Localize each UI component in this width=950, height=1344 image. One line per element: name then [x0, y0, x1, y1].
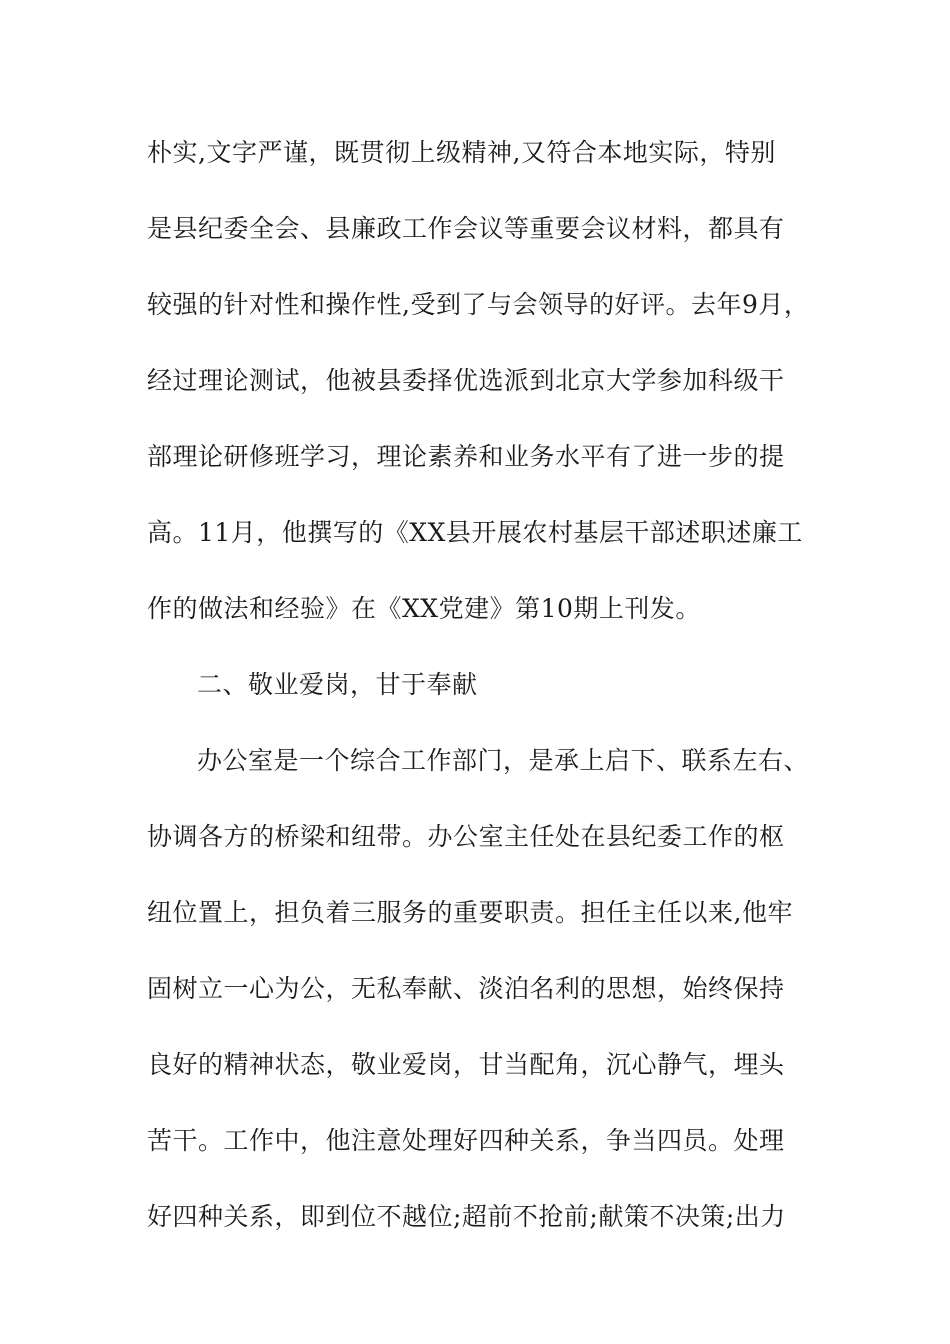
text-line: 经过理论测试，他被县委择优选派到北京大学参加科级干: [147, 366, 785, 395]
text-line: 固树立一心为公，无私奉献、淡泊名利的思想，始终保持: [147, 974, 785, 1003]
text-line: 是县纪委全会、县廉政工作会议等重要会议材料，都具有: [147, 214, 785, 243]
text-line: 部理论研修班学习，理论素养和业务水平有了进一步的提: [147, 442, 785, 471]
text-line: 纽位置上，担负着三服务的重要职责。担任主任以来,他牢: [147, 898, 793, 927]
text-line: 好四种关系，即到位不越位;超前不抢前;献策不决策;出力: [147, 1202, 786, 1231]
text-line: 作的做法和经验》在《XX党建》第10期上刊发。: [147, 594, 701, 623]
text-line: 朴实,文字严谨，既贯彻上级精神,又符合本地实际，特别: [147, 138, 776, 167]
text-line: 高。11月，他撰写的《XX县开展农村基层干部述职述廉工: [147, 518, 803, 547]
text-line: 良好的精神状态，敬业爱岗，甘当配角，沉心静气，埋头: [147, 1050, 785, 1079]
text-line: 办公室是一个综合工作部门，是承上启下、联系左右、: [197, 746, 810, 775]
section-heading: 二、敬业爱岗，甘于奉献: [197, 670, 478, 699]
body-text: [147, 128, 810, 1268]
text-line: 苦干。工作中，他注意处理好四种关系，争当四员。处理: [147, 1126, 785, 1155]
text-line: 较强的针对性和操作性,受到了与会领导的好评。去年9月，: [147, 290, 810, 319]
text-line: 协调各方的桥梁和纽带。办公室主任处在县纪委工作的枢: [147, 822, 785, 851]
